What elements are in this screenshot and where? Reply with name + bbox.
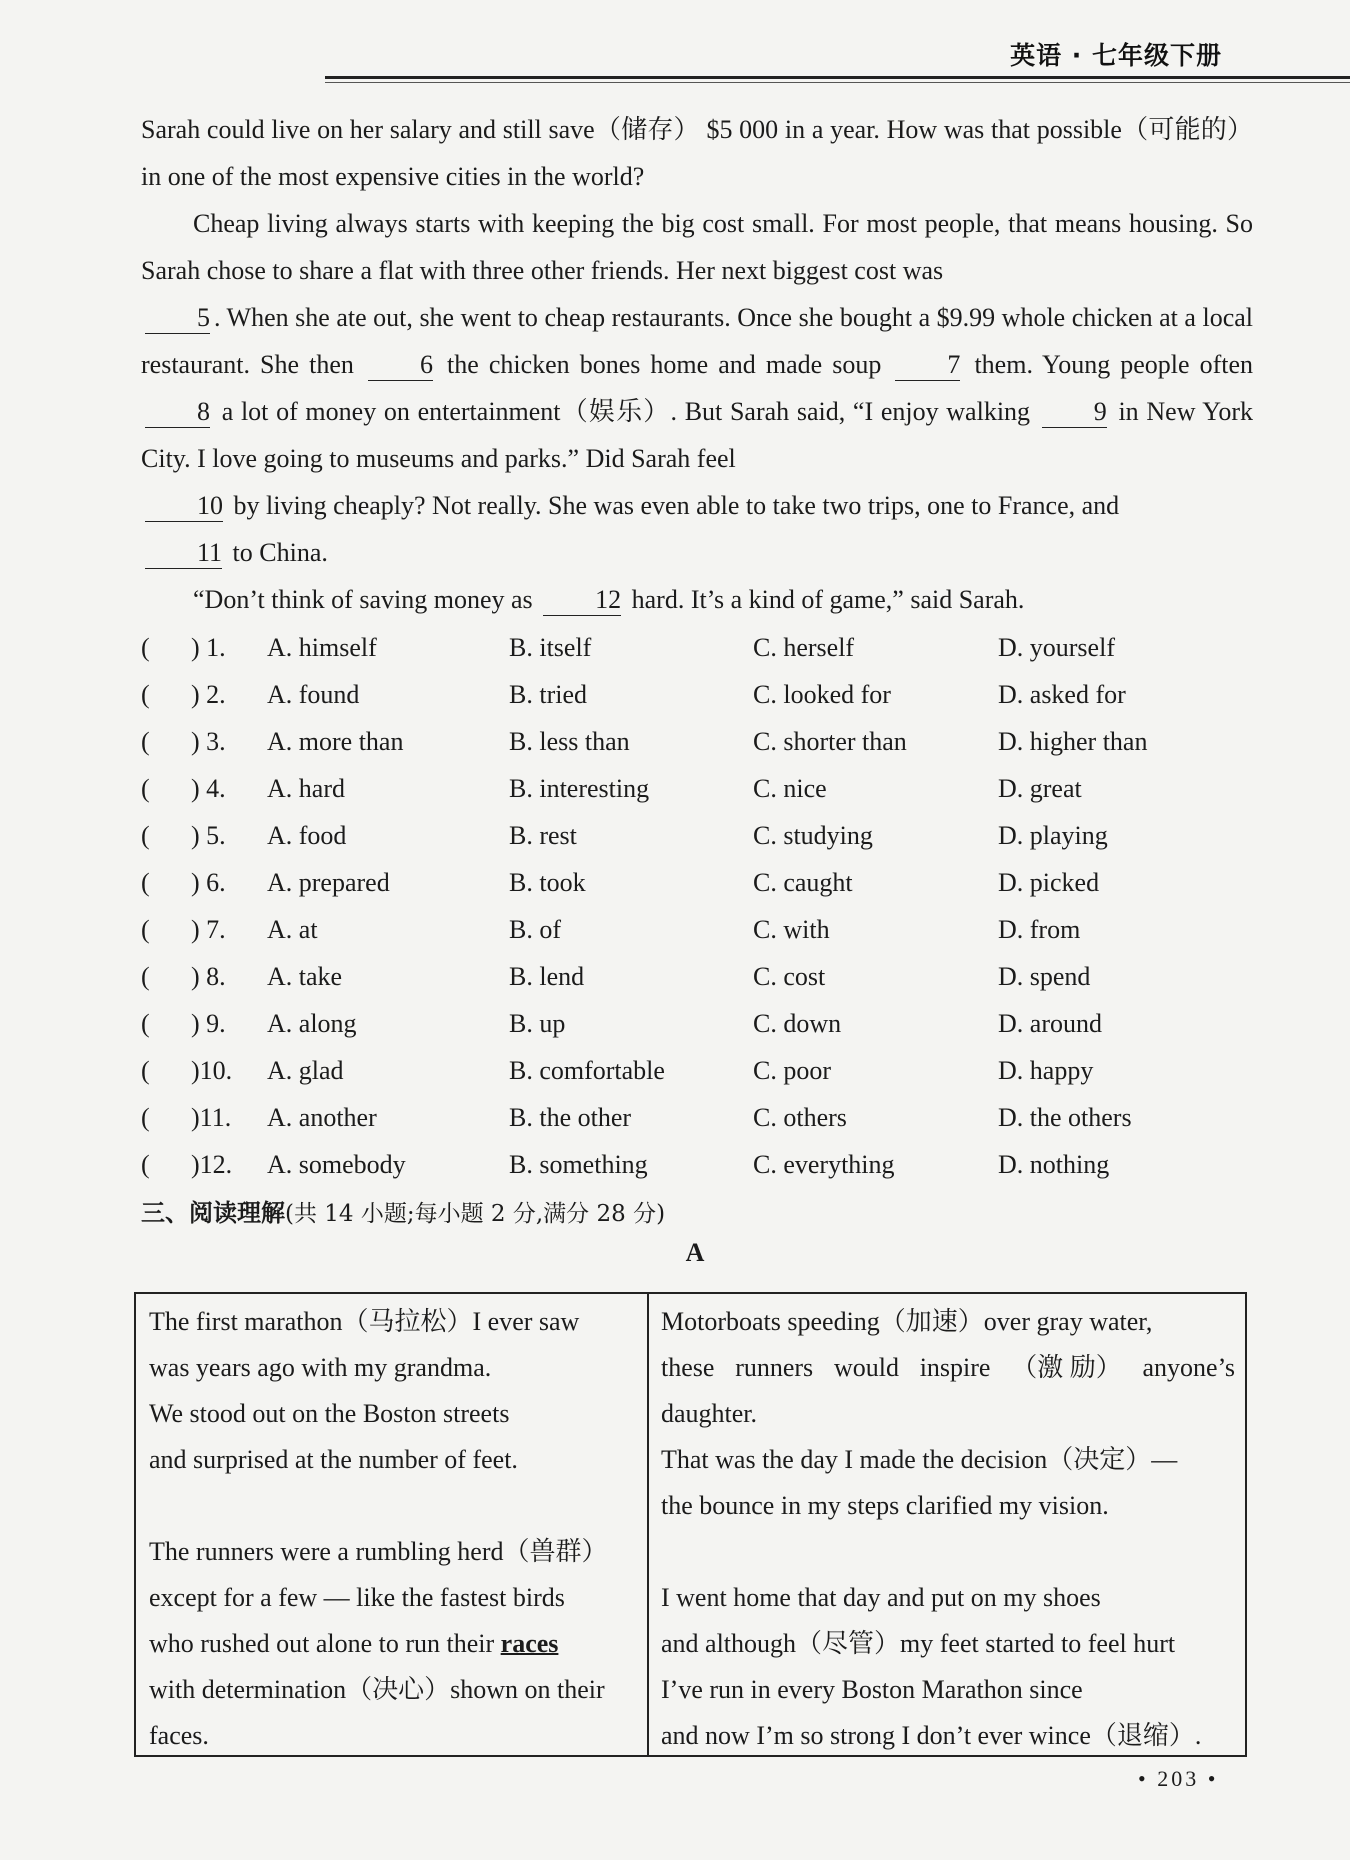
answer-paren: ( (141, 633, 150, 662)
answer-paren: ( (141, 774, 150, 803)
poem-line: daughter. (661, 1399, 758, 1428)
question-number: )12. (191, 1150, 233, 1179)
option-d: D. around (998, 1009, 1102, 1038)
question-number: ) 4. (191, 774, 226, 803)
option-b: B. rest (509, 821, 577, 850)
poem-line: and surprised at the number of feet. (149, 1445, 518, 1474)
question-number: )11. (191, 1103, 232, 1132)
poem-line: the bounce in my steps clarified my vision. (661, 1491, 1109, 1520)
poem-line: and now I’m so strong I don’t ever wince（退缩）. (661, 1721, 1202, 1750)
question-number: ) 6. (191, 868, 226, 897)
question-row (141, 624, 1253, 671)
option-a: A. found (267, 680, 360, 709)
answer-paren: ( (141, 1103, 150, 1132)
answer-paren: ( (141, 680, 150, 709)
poem-line: with determination（决心）shown on their (149, 1675, 605, 1704)
answer-paren: ( (141, 1150, 150, 1179)
multiple-choice-options (141, 624, 1253, 1188)
option-a: A. take (267, 962, 343, 991)
header-title: 英语 · 七年级下册 (1010, 41, 1222, 70)
underlined-word: races (500, 1629, 559, 1658)
option-c: C. studying (753, 821, 873, 850)
option-b: B. the other (509, 1103, 632, 1132)
option-c: C. herself (753, 633, 855, 662)
option-d: D. asked for (998, 680, 1126, 709)
option-d: D. nothing (998, 1150, 1110, 1179)
answer-paren: ( (141, 868, 150, 897)
option-d: D. spend (998, 962, 1091, 991)
poem-line: We stood out on the Boston streets (149, 1399, 510, 1428)
option-d: D. great (998, 774, 1082, 803)
question-row (141, 859, 1253, 906)
question-number: ) 9. (191, 1009, 226, 1038)
question-number: ) 5. (191, 821, 226, 850)
poem-line: faces. (149, 1721, 209, 1750)
part-label: A (685, 1238, 705, 1267)
option-b: B. interesting (509, 774, 650, 803)
poem-line: That was the day I made the decision（决定）— (661, 1445, 1178, 1474)
question-number: ) 8. (191, 962, 226, 991)
option-d: D. picked (998, 868, 1100, 897)
header-rule (325, 76, 1350, 79)
poem-line: who rushed out alone to run their races (149, 1629, 559, 1658)
passage-paragraph-1: Sarah could live on her salary and still save（储存） $5 000 in a year. How was that possible（可能的）in one of the most expensive cities in the world? (141, 115, 1253, 191)
option-d: D. higher than (998, 727, 1148, 756)
poem-column-left (136, 1294, 649, 1755)
option-a: A. at (267, 915, 318, 944)
question-row (141, 1000, 1253, 1047)
answer-paren: ( (141, 821, 150, 850)
option-c: C. down (753, 1009, 842, 1038)
blank-11: 11 (145, 538, 222, 569)
poem-table (134, 1292, 1247, 1757)
option-b: B. something (509, 1150, 648, 1179)
question-number: ) 7. (191, 915, 226, 944)
poem-line: these runners would inspire （激 励） anyone’s (661, 1353, 1235, 1382)
option-d: D. playing (998, 821, 1108, 850)
option-b: B. lend (509, 962, 585, 991)
poem-line: except for a few — like the fastest birds (149, 1583, 565, 1612)
answer-paren: ( (141, 1009, 150, 1038)
question-row (141, 1047, 1253, 1094)
option-b: B. itself (509, 633, 592, 662)
poem-line: The first marathon（马拉松）I ever saw (149, 1307, 580, 1336)
option-c: C. caught (753, 868, 853, 897)
blank-8: 8 (145, 397, 210, 428)
poem-line: The runners were a rumbling herd（兽群） (149, 1537, 608, 1566)
option-c: C. everything (753, 1150, 895, 1179)
option-b: B. of (509, 915, 561, 944)
poem-line: I’ve run in every Boston Marathon since (661, 1675, 1083, 1704)
blank-7: 7 (895, 350, 960, 381)
option-a: A. more than (267, 727, 404, 756)
option-c: C. looked for (753, 680, 891, 709)
option-c: C. poor (753, 1056, 831, 1085)
option-d: D. happy (998, 1056, 1094, 1085)
option-a: A. food (267, 821, 347, 850)
option-b: B. comfortable (509, 1056, 665, 1085)
question-row (141, 906, 1253, 953)
question-row (141, 718, 1253, 765)
poem-line: was years ago with my grandma. (149, 1353, 492, 1382)
poem-blank-line (661, 1529, 1235, 1575)
option-a: A. another (267, 1103, 377, 1132)
option-a: A. somebody (267, 1150, 406, 1179)
option-d: D. from (998, 915, 1081, 944)
question-row (141, 1141, 1253, 1188)
option-c: C. with (753, 915, 830, 944)
option-a: A. prepared (267, 868, 390, 897)
option-a: A. hard (267, 774, 345, 803)
blank-10: 10 (145, 491, 223, 522)
blank-9: 9 (1042, 397, 1107, 428)
option-c: C. nice (753, 774, 827, 803)
answer-paren: ( (141, 727, 150, 756)
option-b: B. up (509, 1009, 566, 1038)
option-b: B. less than (509, 727, 630, 756)
poem-line: and although（尽管）my feet started to feel hurt (661, 1629, 1176, 1658)
blank-12: 12 (543, 585, 621, 616)
question-number: ) 1. (191, 633, 226, 662)
option-c: C. cost (753, 962, 826, 991)
question-number: ) 3. (191, 727, 226, 756)
option-b: B. took (509, 868, 586, 897)
page-number: • 203 • (1138, 1766, 1219, 1791)
passage-paragraph-3: “Don’t think of saving money as 12 hard. It’s a kind of game,” said Sarah. (193, 585, 1025, 614)
answer-paren: ( (141, 915, 150, 944)
option-d: D. yourself (998, 633, 1115, 662)
answer-paren: ( (141, 962, 150, 991)
poem-column-right (649, 1294, 1245, 1755)
answer-paren: ( (141, 1056, 150, 1085)
question-row (141, 953, 1253, 1000)
question-number: ) 2. (191, 680, 226, 709)
poem-line: Motorboats speeding（加速）over gray water, (661, 1307, 1153, 1336)
option-a: A. along (267, 1009, 357, 1038)
question-row (141, 671, 1253, 718)
option-b: B. tried (509, 680, 587, 709)
question-row (141, 765, 1253, 812)
question-number: )10. (191, 1056, 233, 1085)
question-row (141, 812, 1253, 859)
passage-paragraph-2: Cheap living always starts with keeping the big cost small. For most people, that means housing. So Sarah chose to share a flat with three other friends. Her next biggest cost was 5 . When she ate out, she went to cheap restaurants. Once she bought a $9.99 whole chicken at a local restaurant. She then 6 the chicken bones home and made soup 7 them. Young people often 8 a lot of money on entertainment（娱乐）. But Sarah said, “I enjoy walking 9 in New York City. I love going to museums and parks.” Did Sarah feel 10 by living cheaply? Not really. She was even able to take two trips, one to France, and 11 to China. (141, 209, 1254, 567)
blank-5: 5 (145, 303, 210, 334)
cloze-passage (141, 106, 1253, 623)
option-a: A. glad (267, 1056, 344, 1085)
option-c: C. others (753, 1103, 847, 1132)
poem-blank-line (149, 1483, 637, 1529)
poem-line: I went home that day and put on my shoes (661, 1583, 1101, 1612)
header-rule-thin (325, 82, 1350, 83)
blank-6: 6 (368, 350, 433, 381)
option-c: C. shorter than (753, 727, 907, 756)
question-row (141, 1094, 1253, 1141)
option-a: A. himself (267, 633, 377, 662)
section-title: 三、阅读理解(共 14 小题;每小题 2 分,满分 28 分) (141, 1199, 666, 1227)
option-d: D. the others (998, 1103, 1132, 1132)
